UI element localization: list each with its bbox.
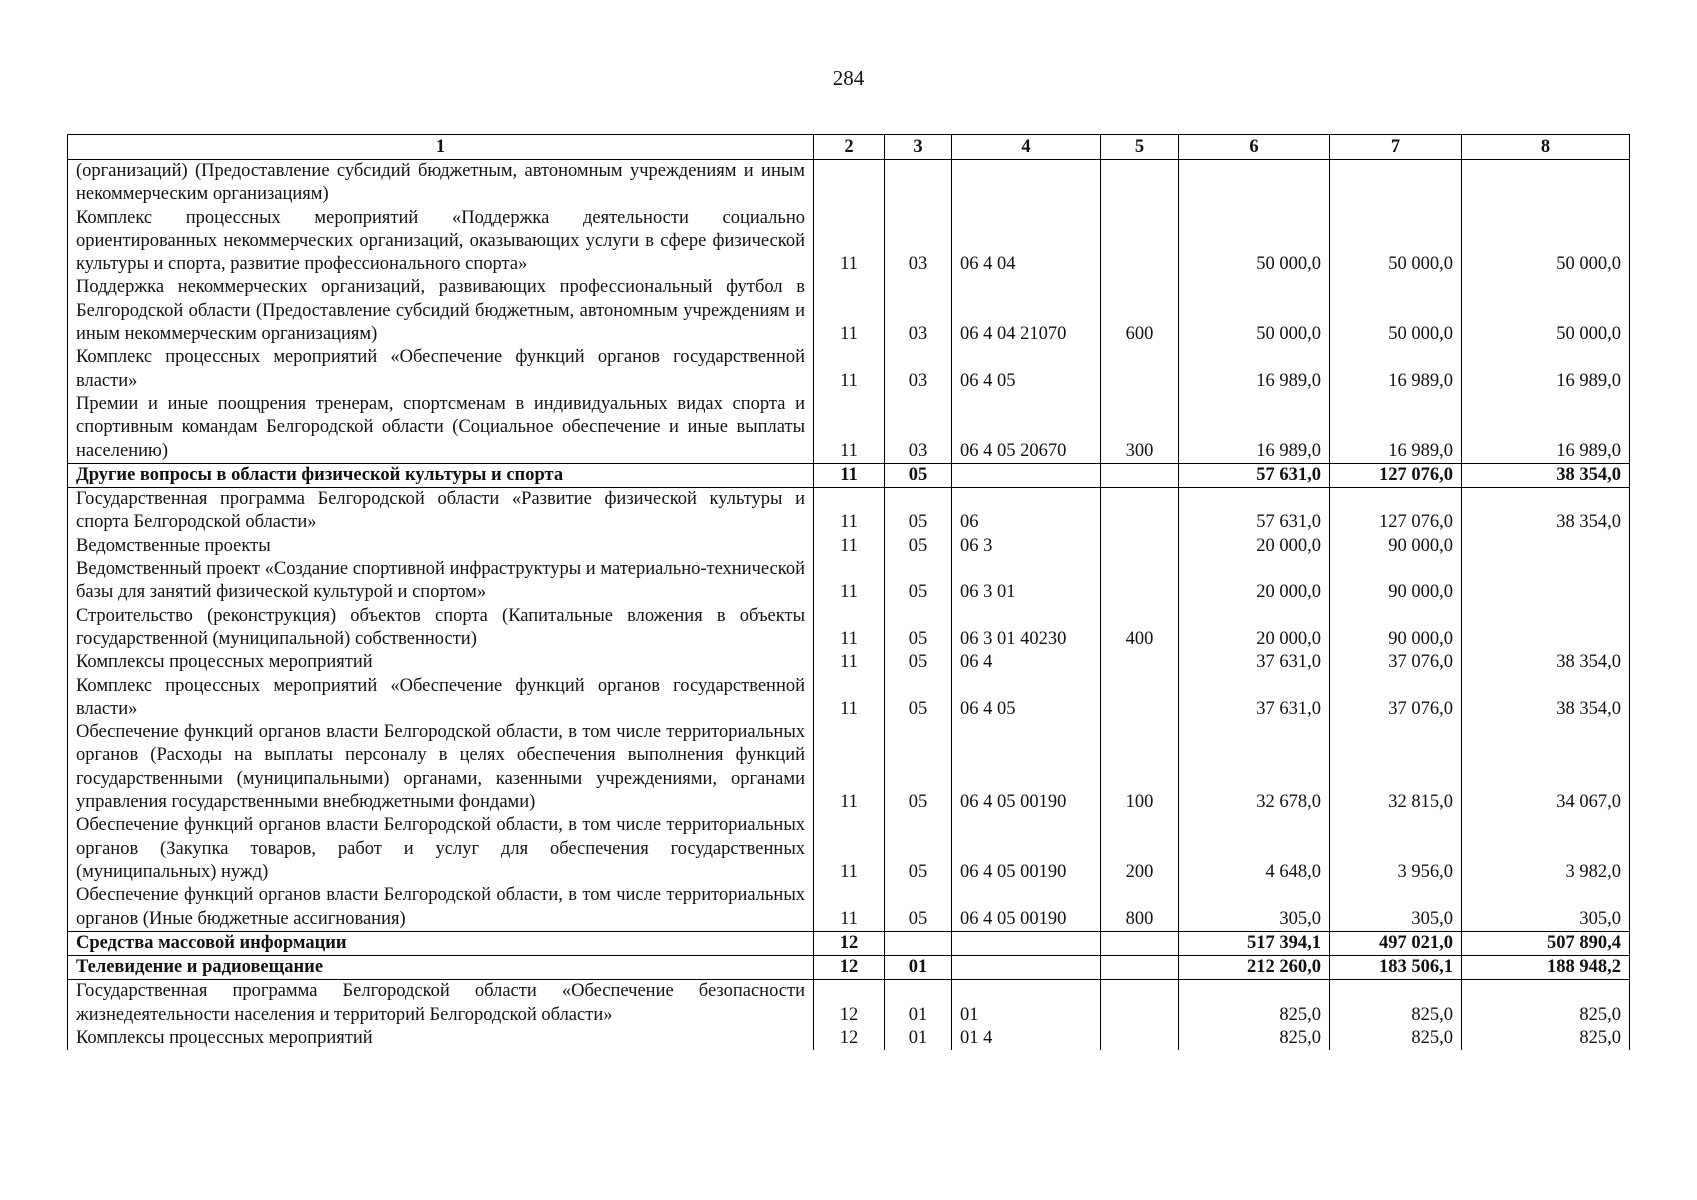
amount-cell: 517 394,1 <box>1179 931 1330 955</box>
amount-cell <box>1462 160 1630 207</box>
amount-cell: 57 631,0 <box>1179 488 1330 535</box>
amount-cell: 37 076,0 <box>1330 651 1462 674</box>
amount-cell: 37 631,0 <box>1179 651 1330 674</box>
table-row <box>68 1027 1630 1050</box>
amount-cell: 825,0 <box>1462 980 1630 1027</box>
table-row <box>68 605 1630 652</box>
column-header: 5 <box>1101 135 1179 160</box>
amount-cell: 38 354,0 <box>1462 463 1630 487</box>
section-code-cell: 11 <box>814 463 885 487</box>
row-name-cell: Государственная программа Белгородской области «Развитие физической культуры и спорта Белгородской области» <box>68 488 814 535</box>
expense-type-cell: 400 <box>1101 605 1179 652</box>
section-code-cell: 12 <box>814 980 885 1027</box>
table-row <box>68 160 1630 207</box>
amount-cell <box>1330 160 1462 207</box>
amount-cell: 825,0 <box>1462 1027 1630 1050</box>
target-article-cell: 06 4 04 <box>952 207 1101 277</box>
table-row <box>68 276 1630 346</box>
column-header: 7 <box>1330 135 1462 160</box>
table-row-section <box>68 463 1630 487</box>
target-article-cell: 06 4 05 <box>952 346 1101 393</box>
amount-cell: 16 989,0 <box>1462 346 1630 393</box>
expense-type-cell <box>1101 675 1179 722</box>
section-code-cell: 11 <box>814 814 885 884</box>
section-code-cell: 11 <box>814 393 885 463</box>
expense-type-cell <box>1101 463 1179 487</box>
subsection-code-cell: 05 <box>885 558 952 605</box>
row-name-cell: Ведомственный проект «Создание спортивной инфраструктуры и материально-технической базы для занятий физической культурой и спортом» <box>68 558 814 605</box>
subsection-code-cell: 03 <box>885 346 952 393</box>
expense-type-cell <box>1101 207 1179 277</box>
target-article-cell <box>952 931 1101 955</box>
section-code-cell: 11 <box>814 558 885 605</box>
table-row <box>68 535 1630 558</box>
row-name-cell: Комплексы процессных мероприятий <box>68 651 814 674</box>
amount-cell: 188 948,2 <box>1462 956 1630 980</box>
amount-cell: 127 076,0 <box>1330 463 1462 487</box>
amount-cell: 16 989,0 <box>1179 393 1330 463</box>
row-name-cell: Комплекс процессных мероприятий «Обеспечение функций органов государственной власти» <box>68 675 814 722</box>
section-code-cell: 11 <box>814 276 885 346</box>
amount-cell <box>1462 558 1630 605</box>
target-article-cell <box>952 956 1101 980</box>
table-row <box>68 980 1630 1027</box>
amount-cell: 212 260,0 <box>1179 956 1330 980</box>
amount-cell: 50 000,0 <box>1179 276 1330 346</box>
row-name-cell: (организаций) (Предоставление субсидий бюджетным, автономным учреждениям и иным некоммерческим организациям) <box>68 160 814 207</box>
amount-cell: 183 506,1 <box>1330 956 1462 980</box>
table-row <box>68 721 1630 814</box>
row-name-cell: Поддержка некоммерческих организаций, развивающих профессиональный футбол в Белгородской области (Предоставление субсидий бюджетным, автономным учреждениям и иным некоммерческим организациям) <box>68 276 814 346</box>
amount-cell: 16 989,0 <box>1462 393 1630 463</box>
subsection-code-cell: 05 <box>885 675 952 722</box>
section-code-cell: 11 <box>814 488 885 535</box>
amount-cell: 127 076,0 <box>1330 488 1462 535</box>
target-article-cell: 06 4 05 <box>952 675 1101 722</box>
row-name-cell: Средства массовой информации <box>68 931 814 955</box>
section-code-cell: 11 <box>814 346 885 393</box>
amount-cell: 50 000,0 <box>1462 276 1630 346</box>
table-body <box>68 160 1630 1051</box>
amount-cell: 4 648,0 <box>1179 814 1330 884</box>
amount-cell: 50 000,0 <box>1330 276 1462 346</box>
section-code-cell: 11 <box>814 207 885 277</box>
target-article-cell: 06 4 05 00190 <box>952 721 1101 814</box>
amount-cell: 825,0 <box>1330 1027 1462 1050</box>
table-row <box>68 488 1630 535</box>
expense-type-cell <box>1101 931 1179 955</box>
expense-type-cell <box>1101 535 1179 558</box>
amount-cell: 825,0 <box>1179 980 1330 1027</box>
table-row-section <box>68 931 1630 955</box>
section-code-cell: 11 <box>814 605 885 652</box>
column-header: 1 <box>68 135 814 160</box>
target-article-cell: 06 <box>952 488 1101 535</box>
amount-cell: 507 890,4 <box>1462 931 1630 955</box>
subsection-code-cell: 05 <box>885 605 952 652</box>
table-row <box>68 393 1630 463</box>
expense-type-cell <box>1101 1027 1179 1050</box>
amount-cell: 20 000,0 <box>1179 605 1330 652</box>
target-article-cell: 06 4 <box>952 651 1101 674</box>
header-row <box>68 135 1630 160</box>
expense-type-cell: 100 <box>1101 721 1179 814</box>
expense-type-cell: 300 <box>1101 393 1179 463</box>
expense-type-cell <box>1101 558 1179 605</box>
target-article-cell: 06 4 04 21070 <box>952 276 1101 346</box>
section-code-cell: 11 <box>814 675 885 722</box>
table-row <box>68 558 1630 605</box>
amount-cell: 32 678,0 <box>1179 721 1330 814</box>
column-header: 8 <box>1462 135 1630 160</box>
subsection-code-cell: 05 <box>885 721 952 814</box>
amount-cell: 305,0 <box>1179 884 1330 931</box>
amount-cell: 32 815,0 <box>1330 721 1462 814</box>
subsection-code-cell: 03 <box>885 393 952 463</box>
amount-cell: 90 000,0 <box>1330 535 1462 558</box>
table-row <box>68 207 1630 277</box>
subsection-code-cell: 01 <box>885 980 952 1027</box>
amount-cell: 20 000,0 <box>1179 558 1330 605</box>
row-name-cell: Обеспечение функций органов власти Белгородской области, в том числе территориальных органов (Закупка товаров, работ и услуг для обеспечения государственных (муниципальных) нужд) <box>68 814 814 884</box>
row-name-cell: Другие вопросы в области физической культуры и спорта <box>68 463 814 487</box>
target-article-cell: 06 3 01 <box>952 558 1101 605</box>
amount-cell: 38 354,0 <box>1462 651 1630 674</box>
budget-table <box>67 134 1630 1050</box>
row-name-cell: Обеспечение функций органов власти Белгородской области, в том числе территориальных органов (Расходы на выплаты персоналу в целях обеспечения выполнения функций государственными (муниципальными) органами, казенными учреждениями, органами управления государственными внебюджетными фондами) <box>68 721 814 814</box>
table-row <box>68 884 1630 931</box>
subsection-code-cell: 01 <box>885 1027 952 1050</box>
amount-cell <box>1179 160 1330 207</box>
column-header: 3 <box>885 135 952 160</box>
section-code-cell: 11 <box>814 651 885 674</box>
amount-cell: 37 076,0 <box>1330 675 1462 722</box>
target-article-cell: 01 <box>952 980 1101 1027</box>
row-name-cell: Обеспечение функций органов власти Белгородской области, в том числе территориальных органов (Иные бюджетные ассигнования) <box>68 884 814 931</box>
row-name-cell: Комплексы процессных мероприятий <box>68 1027 814 1050</box>
subsection-code-cell <box>885 160 952 207</box>
expense-type-cell <box>1101 980 1179 1027</box>
subsection-code-cell: 05 <box>885 651 952 674</box>
amount-cell: 20 000,0 <box>1179 535 1330 558</box>
target-article-cell: 06 4 05 20670 <box>952 393 1101 463</box>
table-row <box>68 675 1630 722</box>
amount-cell: 497 021,0 <box>1330 931 1462 955</box>
amount-cell: 37 631,0 <box>1179 675 1330 722</box>
column-header: 2 <box>814 135 885 160</box>
amount-cell: 50 000,0 <box>1179 207 1330 277</box>
amount-cell: 3 982,0 <box>1462 814 1630 884</box>
target-article-cell: 01 4 <box>952 1027 1101 1050</box>
target-article-cell: 06 3 <box>952 535 1101 558</box>
target-article-cell <box>952 160 1101 207</box>
subsection-code-cell: 05 <box>885 463 952 487</box>
subsection-code-cell: 03 <box>885 207 952 277</box>
target-article-cell: 06 4 05 00190 <box>952 814 1101 884</box>
column-header: 4 <box>952 135 1101 160</box>
table-row <box>68 346 1630 393</box>
page-number: 284 <box>832 66 865 90</box>
amount-cell: 305,0 <box>1330 884 1462 931</box>
section-code-cell: 12 <box>814 956 885 980</box>
amount-cell: 16 989,0 <box>1330 346 1462 393</box>
row-name-cell: Телевидение и радиовещание <box>68 956 814 980</box>
amount-cell: 305,0 <box>1462 884 1630 931</box>
section-code-cell: 12 <box>814 931 885 955</box>
row-name-cell: Премии и иные поощрения тренерам, спортсменам в индивидуальных видах спорта и спортивным командам Белгородской области (Социальное обеспечение и иные выплаты населению) <box>68 393 814 463</box>
amount-cell: 57 631,0 <box>1179 463 1330 487</box>
amount-cell: 38 354,0 <box>1462 488 1630 535</box>
amount-cell <box>1462 605 1630 652</box>
table-row <box>68 651 1630 674</box>
amount-cell: 825,0 <box>1179 1027 1330 1050</box>
target-article-cell <box>952 463 1101 487</box>
expense-type-cell: 200 <box>1101 814 1179 884</box>
section-code-cell: 11 <box>814 535 885 558</box>
expense-type-cell: 800 <box>1101 884 1179 931</box>
subsection-code-cell: 05 <box>885 535 952 558</box>
section-code-cell: 11 <box>814 884 885 931</box>
expense-type-cell <box>1101 488 1179 535</box>
amount-cell: 90 000,0 <box>1330 558 1462 605</box>
target-article-cell: 06 3 01 40230 <box>952 605 1101 652</box>
subsection-code-cell: 05 <box>885 884 952 931</box>
row-name-cell: Государственная программа Белгородской области «Обеспечение безопасности жизнедеятельности населения и территорий Белгородской области» <box>68 980 814 1027</box>
column-header: 6 <box>1179 135 1330 160</box>
row-name-cell: Строительство (реконструкция) объектов спорта (Капитальные вложения в объекты государственной (муниципальной) собственности) <box>68 605 814 652</box>
amount-cell: 825,0 <box>1330 980 1462 1027</box>
amount-cell: 34 067,0 <box>1462 721 1630 814</box>
amount-cell: 16 989,0 <box>1330 393 1462 463</box>
amount-cell: 3 956,0 <box>1330 814 1462 884</box>
amount-cell: 50 000,0 <box>1462 207 1630 277</box>
expense-type-cell <box>1101 160 1179 207</box>
subsection-code-cell: 05 <box>885 814 952 884</box>
section-code-cell <box>814 160 885 207</box>
amount-cell: 16 989,0 <box>1179 346 1330 393</box>
subsection-code-cell <box>885 931 952 955</box>
section-code-cell: 11 <box>814 721 885 814</box>
amount-cell: 90 000,0 <box>1330 605 1462 652</box>
row-name-cell: Комплекс процессных мероприятий «Поддержка деятельности социально ориентированных некоммерческих организаций, оказывающих услуги в сфере физической культуры и спорта, развитие профессионального спорта» <box>68 207 814 277</box>
subsection-code-cell: 03 <box>885 276 952 346</box>
section-code-cell: 12 <box>814 1027 885 1050</box>
expense-type-cell <box>1101 651 1179 674</box>
amount-cell: 38 354,0 <box>1462 675 1630 722</box>
amount-cell: 50 000,0 <box>1330 207 1462 277</box>
table-row-section <box>68 956 1630 980</box>
expense-type-cell: 600 <box>1101 276 1179 346</box>
table-row <box>68 814 1630 884</box>
expense-type-cell <box>1101 956 1179 980</box>
target-article-cell: 06 4 05 00190 <box>952 884 1101 931</box>
amount-cell <box>1462 535 1630 558</box>
subsection-code-cell: 01 <box>885 956 952 980</box>
expense-type-cell <box>1101 346 1179 393</box>
subsection-code-cell: 05 <box>885 488 952 535</box>
row-name-cell: Ведомственные проекты <box>68 535 814 558</box>
row-name-cell: Комплекс процессных мероприятий «Обеспечение функций органов государственной власти» <box>68 346 814 393</box>
